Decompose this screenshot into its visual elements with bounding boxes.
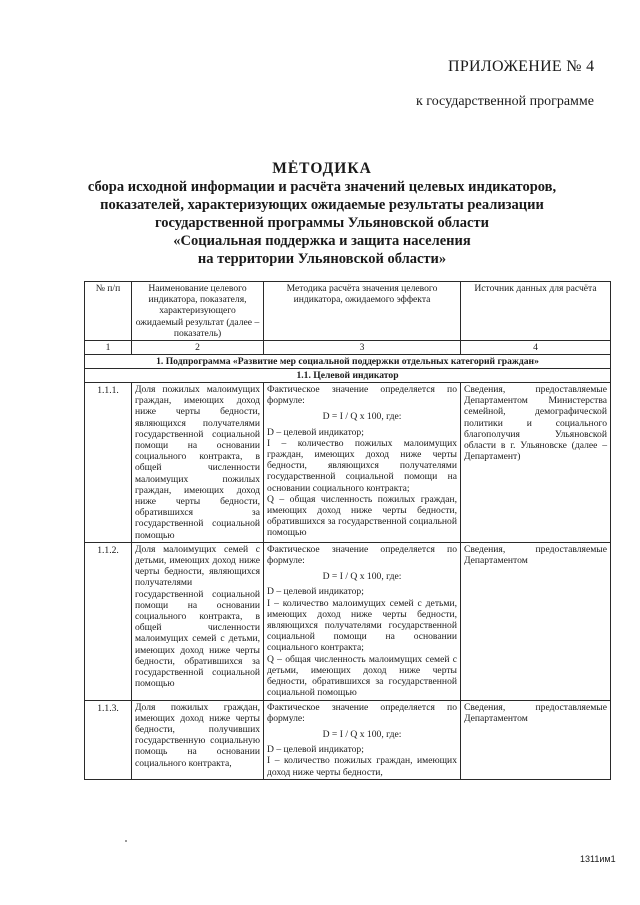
method-i: I – количество малоимущих семей с детьми, имеющих доход ниже черты бедности, являющихся получателями государственной социальной помощи на основании социального контракта; [267, 597, 457, 654]
method-intro: Фактическое значение определяется по формуле: [267, 543, 457, 567]
page-code: 1311им1 [580, 854, 616, 864]
section-title: 1. Подпрограмма «Развитие мер социальной поддержки отдельных категорий граждан» [85, 355, 611, 369]
method-q: Q – общая численность малоимущих семей с детьми, имеющих доход ниже черты бедности, обратившихся за государственной социальной помощью [267, 653, 457, 699]
subsection-row [85, 369, 611, 383]
header-method: Методика расчёта значения целевого индикатора, ожидаемого эффекта [264, 282, 461, 341]
column-number-row [85, 341, 611, 355]
data-source: Сведения, предоставляемые Департаментом [461, 700, 611, 779]
method-i: I – количество пожилых граждан, имеющих доход ниже черты бедности, [267, 755, 457, 778]
formula: D = I / Q x 100, где: [322, 571, 402, 583]
method-intro: Фактическое значение определяется по формуле: [267, 701, 457, 724]
formula: D = I / Q x 100, где: [322, 728, 402, 740]
scan-dot [125, 840, 127, 842]
data-source: Сведения, предоставляемые Департаментом [461, 542, 611, 700]
method-intro: Фактическое значение определяется по формуле: [267, 384, 457, 407]
column-number: 3 [264, 341, 461, 355]
row-number: 1.1.3. [85, 700, 132, 779]
title-line-2: показателей, характеризующих ожидаемые результаты реализации [100, 197, 544, 213]
header-indicator-name: Наименование целевого индикатора, показателя, характеризующего ожидаемый результат (далее – показатель) [132, 282, 264, 341]
row-number: 1.1.2. [85, 542, 132, 700]
column-number: 4 [461, 341, 611, 355]
title-line-1: сбора исходной информации и расчёта значений целевых индикаторов, [87, 179, 557, 195]
appendix-label: ПРИЛОЖЕНИЕ № 4 [448, 58, 595, 75]
document-title [86, 160, 558, 268]
method-d: D – целевой индикатор; [267, 586, 364, 598]
formula: D = I / Q x 100, где: [322, 411, 402, 423]
column-number: 2 [132, 341, 264, 355]
method-d: D – целевой индикатор; [267, 426, 364, 438]
header-source: Источник данных для расчёта [461, 282, 611, 341]
method-q: Q – общая численность пожилых граждан, имеющих доход ниже черты бедности, обратившихся за государственной социальной помощью [267, 493, 457, 539]
column-number: 1 [85, 341, 132, 355]
method-i: I – количество пожилых малоимущих граждан, имеющих доход ниже черты бедности, являющихся получателями государственной социальной помощи на основании социального контракта; [267, 437, 457, 494]
table-header-row [85, 282, 611, 341]
subsection-title: 1.1. Целевой индикатор [85, 369, 611, 383]
row-number: 1.1.1. [85, 383, 132, 543]
methodology-table [84, 281, 611, 780]
table-row [85, 542, 611, 700]
method-cell [264, 542, 461, 700]
table-row [85, 700, 611, 779]
method-cell [264, 383, 461, 543]
title-line-4: «Социальная поддержка и защита населения [173, 233, 471, 249]
header-number: № п/п [85, 282, 132, 341]
method-d: D – целевой индикатор; [267, 744, 364, 756]
program-reference: к государственной программе [416, 94, 594, 109]
table-row [85, 383, 611, 543]
data-source: Сведения, предоставляемые Департаментом Министерства семейной, демографической политики и социального благополучия Ульяновской области в г. Ульяновске (далее – Департамент) [461, 383, 611, 543]
indicator-name: Доля пожилых малоимущих граждан, имеющих доход ниже черты бедности, являющихся получателями государственной социальной помощи на основании социального контракта, в общей численности малоимущих пожилых граждан, имеющих доход ниже черты бедности, обратившихся за государственной социальной помощью [132, 383, 264, 543]
method-cell [264, 700, 461, 779]
title-line-3: государственной программы Ульяновской области [155, 215, 489, 231]
indicator-name: Доля малоимущих семей с детьми, имеющих доход ниже черты бедности, являющихся получателями государственной социальной помощи на основании социального контракта, в общей численности малоимущих семей с детьми, имеющих доход ниже черты бедности, обратившихся за государственной социальной помощью [132, 542, 264, 700]
indicator-name: Доля пожилых граждан, имеющих доход ниже черты бедности, получивших государственную социальную помощь на основании социального контракта, [132, 700, 264, 779]
section-row [85, 355, 611, 369]
title-main: МЕТОДИКА [272, 160, 372, 177]
title-line-5: на территории Ульяновской области» [197, 251, 447, 267]
